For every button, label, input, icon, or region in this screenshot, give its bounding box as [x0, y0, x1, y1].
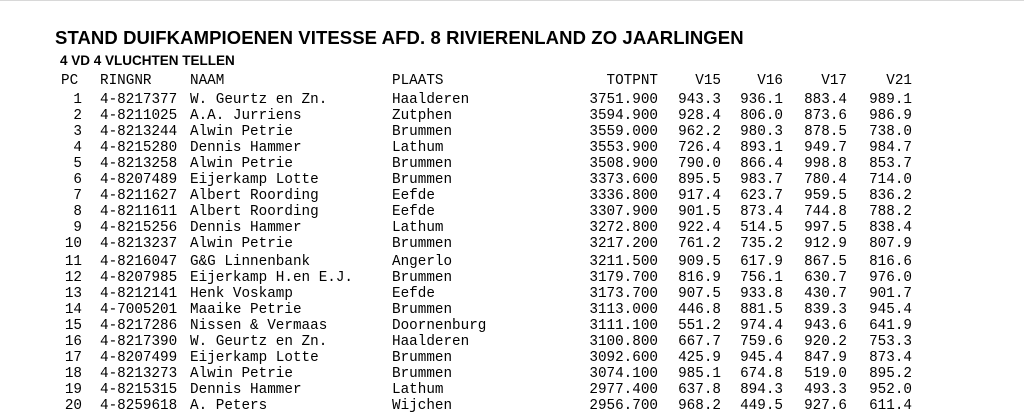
row-v21: 989.1 [869, 92, 912, 108]
row-plaats: Eefde [392, 286, 435, 302]
row-v17: 927.6 [804, 398, 847, 414]
row-v16: 735.2 [740, 236, 783, 252]
row-v21: 807.9 [869, 236, 912, 252]
header-v15: V15 [695, 73, 721, 89]
row-v15: 761.2 [678, 236, 721, 252]
row-v21: 952.0 [869, 382, 912, 398]
row-pc: 17 [64, 350, 82, 366]
row-plaats: Haalderen [392, 92, 470, 108]
row-v17: 780.4 [804, 172, 847, 188]
row-plaats: Eefde [392, 188, 435, 204]
row-v17: 839.3 [804, 302, 847, 318]
table-row [0, 140, 1024, 156]
row-v15: 943.3 [678, 92, 721, 108]
row-ringnr: 4-8213237 [100, 236, 178, 252]
row-totpnt: 3307.900 [589, 204, 658, 220]
row-pc: 13 [64, 286, 82, 302]
row-v21: 945.4 [869, 302, 912, 318]
row-totpnt: 3336.800 [589, 188, 658, 204]
table-row [0, 302, 1024, 318]
row-v17: 949.7 [804, 140, 847, 156]
header-totpnt: TOTPNT [606, 73, 658, 89]
row-ringnr: 4-8211611 [100, 204, 178, 220]
row-pc: 11 [64, 254, 82, 270]
row-v16: 881.5 [740, 302, 783, 318]
row-v15: 901.5 [678, 204, 721, 220]
row-v21: 611.4 [869, 398, 912, 414]
row-plaats: Doornenburg [392, 318, 487, 334]
row-v21: 641.9 [869, 318, 912, 334]
row-naam: Eijerkamp Lotte [190, 172, 319, 188]
row-v17: 630.7 [804, 270, 847, 286]
row-plaats: Brummen [392, 236, 453, 252]
row-naam: Dennis Hammer [190, 140, 302, 156]
row-ringnr: 4-8213273 [100, 366, 178, 382]
row-naam: Maaike Petrie [190, 302, 302, 318]
row-v15: 816.9 [678, 270, 721, 286]
row-v17: 943.6 [804, 318, 847, 334]
row-v21: 738.0 [869, 124, 912, 140]
row-naam: Alwin Petrie [190, 366, 293, 382]
row-totpnt: 3373.600 [589, 172, 658, 188]
page-subtitle: 4 VD 4 VLUCHTEN TELLEN [60, 53, 235, 68]
row-pc: 16 [64, 334, 82, 350]
row-totpnt: 3559.000 [589, 124, 658, 140]
row-totpnt: 3173.700 [589, 286, 658, 302]
row-plaats: Lathum [392, 382, 444, 398]
row-totpnt: 3553.900 [589, 140, 658, 156]
row-v16: 873.4 [740, 204, 783, 220]
row-v15: 637.8 [678, 382, 721, 398]
row-v17: 998.8 [804, 156, 847, 172]
row-plaats: Haalderen [392, 334, 470, 350]
row-totpnt: 3594.900 [589, 108, 658, 124]
row-v17: 997.5 [804, 220, 847, 236]
table-row [0, 220, 1024, 236]
row-plaats: Brummen [392, 350, 453, 366]
row-v21: 753.3 [869, 334, 912, 350]
row-naam: A.A. Jurriens [190, 108, 302, 124]
row-v17: 912.9 [804, 236, 847, 252]
row-v16: 866.4 [740, 156, 783, 172]
row-v16: 980.3 [740, 124, 783, 140]
row-ringnr: 4-8259618 [100, 398, 178, 414]
row-v21: 816.6 [869, 254, 912, 270]
table-row [0, 204, 1024, 220]
row-pc: 19 [64, 382, 82, 398]
row-v21: 895.2 [869, 366, 912, 382]
row-totpnt: 3092.600 [589, 350, 658, 366]
row-pc: 9 [73, 220, 82, 236]
row-v15: 667.7 [678, 334, 721, 350]
table-row [0, 92, 1024, 108]
row-v15: 922.4 [678, 220, 721, 236]
row-v15: 425.9 [678, 350, 721, 366]
row-ringnr: 4-8212141 [100, 286, 178, 302]
row-naam: Alwin Petrie [190, 236, 293, 252]
row-ringnr: 4-8213244 [100, 124, 178, 140]
row-v16: 945.4 [740, 350, 783, 366]
row-totpnt: 2956.700 [589, 398, 658, 414]
header-plaats: PLAATS [392, 73, 444, 89]
row-v16: 514.5 [740, 220, 783, 236]
row-plaats: Brummen [392, 124, 453, 140]
row-pc: 6 [73, 172, 82, 188]
row-v15: 446.8 [678, 302, 721, 318]
row-plaats: Lathum [392, 220, 444, 236]
row-naam: Dennis Hammer [190, 382, 302, 398]
header-pc: PC [61, 73, 79, 89]
table-header [0, 73, 1024, 89]
row-pc: 18 [64, 366, 82, 382]
table-row [0, 366, 1024, 382]
row-naam: W. Geurtz en Zn. [190, 334, 328, 350]
table-row [0, 124, 1024, 140]
row-v17: 867.5 [804, 254, 847, 270]
table-row [0, 286, 1024, 302]
row-v21: 714.0 [869, 172, 912, 188]
row-pc: 3 [73, 124, 82, 140]
row-v17: 744.8 [804, 204, 847, 220]
row-naam: Eijerkamp H.en E.J. [190, 270, 354, 286]
row-pc: 12 [64, 270, 82, 286]
row-totpnt: 3074.100 [589, 366, 658, 382]
table-row [0, 156, 1024, 172]
row-v15: 909.5 [678, 254, 721, 270]
row-v17: 519.0 [804, 366, 847, 382]
row-naam: W. Geurtz en Zn. [190, 92, 328, 108]
row-ringnr: 4-8207489 [100, 172, 178, 188]
row-v21: 836.2 [869, 188, 912, 204]
row-v16: 623.7 [740, 188, 783, 204]
row-pc: 1 [73, 92, 82, 108]
header-v16: V16 [757, 73, 783, 89]
row-totpnt: 3751.900 [589, 92, 658, 108]
row-ringnr: 4-8215280 [100, 140, 178, 156]
row-ringnr: 4-8215315 [100, 382, 178, 398]
header-v21: V21 [886, 73, 912, 89]
table-row [0, 334, 1024, 350]
row-pc: 2 [73, 108, 82, 124]
row-plaats: Angerlo [392, 254, 453, 270]
row-naam: Nissen & Vermaas [190, 318, 328, 334]
row-v16: 674.8 [740, 366, 783, 382]
row-ringnr: 4-8213258 [100, 156, 178, 172]
row-naam: Henk Voskamp [190, 286, 293, 302]
row-naam: Eijerkamp Lotte [190, 350, 319, 366]
table-row [0, 188, 1024, 204]
row-pc: 7 [73, 188, 82, 204]
row-totpnt: 3272.800 [589, 220, 658, 236]
header-naam: NAAM [190, 73, 225, 89]
row-pc: 10 [64, 236, 82, 252]
page-title: STAND DUIFKAMPIOENEN VITESSE AFD. 8 RIVIERENLAND ZO JAARLINGEN [55, 27, 744, 48]
row-pc: 14 [64, 302, 82, 318]
row-v17: 493.3 [804, 382, 847, 398]
row-plaats: Brummen [392, 302, 453, 318]
row-totpnt: 2977.400 [589, 382, 658, 398]
table-row [0, 236, 1024, 252]
row-v16: 759.6 [740, 334, 783, 350]
row-ringnr: 4-8217390 [100, 334, 178, 350]
row-v21: 873.4 [869, 350, 912, 366]
row-totpnt: 3217.200 [589, 236, 658, 252]
row-v15: 790.0 [678, 156, 721, 172]
row-plaats: Brummen [392, 270, 453, 286]
row-v17: 920.2 [804, 334, 847, 350]
row-plaats: Lathum [392, 140, 444, 156]
row-pc: 4 [73, 140, 82, 156]
row-ringnr: 4-8215256 [100, 220, 178, 236]
row-v21: 901.7 [869, 286, 912, 302]
row-totpnt: 3113.000 [589, 302, 658, 318]
row-pc: 8 [73, 204, 82, 220]
table-row [0, 350, 1024, 366]
row-naam: Albert Roording [190, 204, 319, 220]
row-ringnr: 4-8207985 [100, 270, 178, 286]
row-pc: 20 [64, 398, 82, 414]
row-ringnr: 4-8207499 [100, 350, 178, 366]
table-row [0, 318, 1024, 334]
row-naam: G&G Linnenbank [190, 254, 311, 270]
row-v16: 617.9 [740, 254, 783, 270]
row-v16: 983.7 [740, 172, 783, 188]
row-v16: 894.3 [740, 382, 783, 398]
row-ringnr: 4-8211025 [100, 108, 178, 124]
row-v15: 917.4 [678, 188, 721, 204]
row-v15: 551.2 [678, 318, 721, 334]
row-ringnr: 4-8217377 [100, 92, 178, 108]
row-v16: 756.1 [740, 270, 783, 286]
row-pc: 5 [73, 156, 82, 172]
row-v15: 726.4 [678, 140, 721, 156]
row-plaats: Wijchen [392, 398, 453, 414]
row-v15: 907.5 [678, 286, 721, 302]
row-totpnt: 3111.100 [589, 318, 658, 334]
row-v17: 878.5 [804, 124, 847, 140]
table-row [0, 172, 1024, 188]
row-v21: 853.7 [869, 156, 912, 172]
row-ringnr: 4-7005201 [100, 302, 178, 318]
row-naam: Albert Roording [190, 188, 319, 204]
row-v15: 928.4 [678, 108, 721, 124]
row-v21: 788.2 [869, 204, 912, 220]
top-border [0, 0, 1024, 1]
row-v16: 974.4 [740, 318, 783, 334]
row-plaats: Brummen [392, 156, 453, 172]
header-ringnr: RINGNR [100, 73, 152, 89]
row-v15: 968.2 [678, 398, 721, 414]
row-naam: A. Peters [190, 398, 268, 414]
table-row [0, 254, 1024, 270]
row-v16: 893.1 [740, 140, 783, 156]
row-plaats: Brummen [392, 172, 453, 188]
table-row [0, 108, 1024, 124]
row-naam: Alwin Petrie [190, 124, 293, 140]
table-row [0, 382, 1024, 398]
row-v16: 936.1 [740, 92, 783, 108]
row-v16: 449.5 [740, 398, 783, 414]
row-plaats: Eefde [392, 204, 435, 220]
table-row [0, 270, 1024, 286]
row-v21: 986.9 [869, 108, 912, 124]
row-pc: 15 [64, 318, 82, 334]
table-row [0, 398, 1024, 414]
row-v17: 430.7 [804, 286, 847, 302]
row-plaats: Brummen [392, 366, 453, 382]
row-v16: 806.0 [740, 108, 783, 124]
row-totpnt: 3508.900 [589, 156, 658, 172]
row-v16: 933.8 [740, 286, 783, 302]
row-v17: 847.9 [804, 350, 847, 366]
row-totpnt: 3100.800 [589, 334, 658, 350]
row-v21: 984.7 [869, 140, 912, 156]
row-naam: Alwin Petrie [190, 156, 293, 172]
row-v15: 962.2 [678, 124, 721, 140]
row-ringnr: 4-8211627 [100, 188, 178, 204]
row-v21: 838.4 [869, 220, 912, 236]
row-v17: 873.6 [804, 108, 847, 124]
row-v15: 895.5 [678, 172, 721, 188]
row-ringnr: 4-8216047 [100, 254, 178, 270]
row-plaats: Zutphen [392, 108, 453, 124]
row-totpnt: 3179.700 [589, 270, 658, 286]
row-v17: 959.5 [804, 188, 847, 204]
row-naam: Dennis Hammer [190, 220, 302, 236]
row-totpnt: 3211.500 [589, 254, 658, 270]
row-v15: 985.1 [678, 366, 721, 382]
row-v17: 883.4 [804, 92, 847, 108]
row-v21: 976.0 [869, 270, 912, 286]
header-v17: V17 [821, 73, 847, 89]
row-ringnr: 4-8217286 [100, 318, 178, 334]
